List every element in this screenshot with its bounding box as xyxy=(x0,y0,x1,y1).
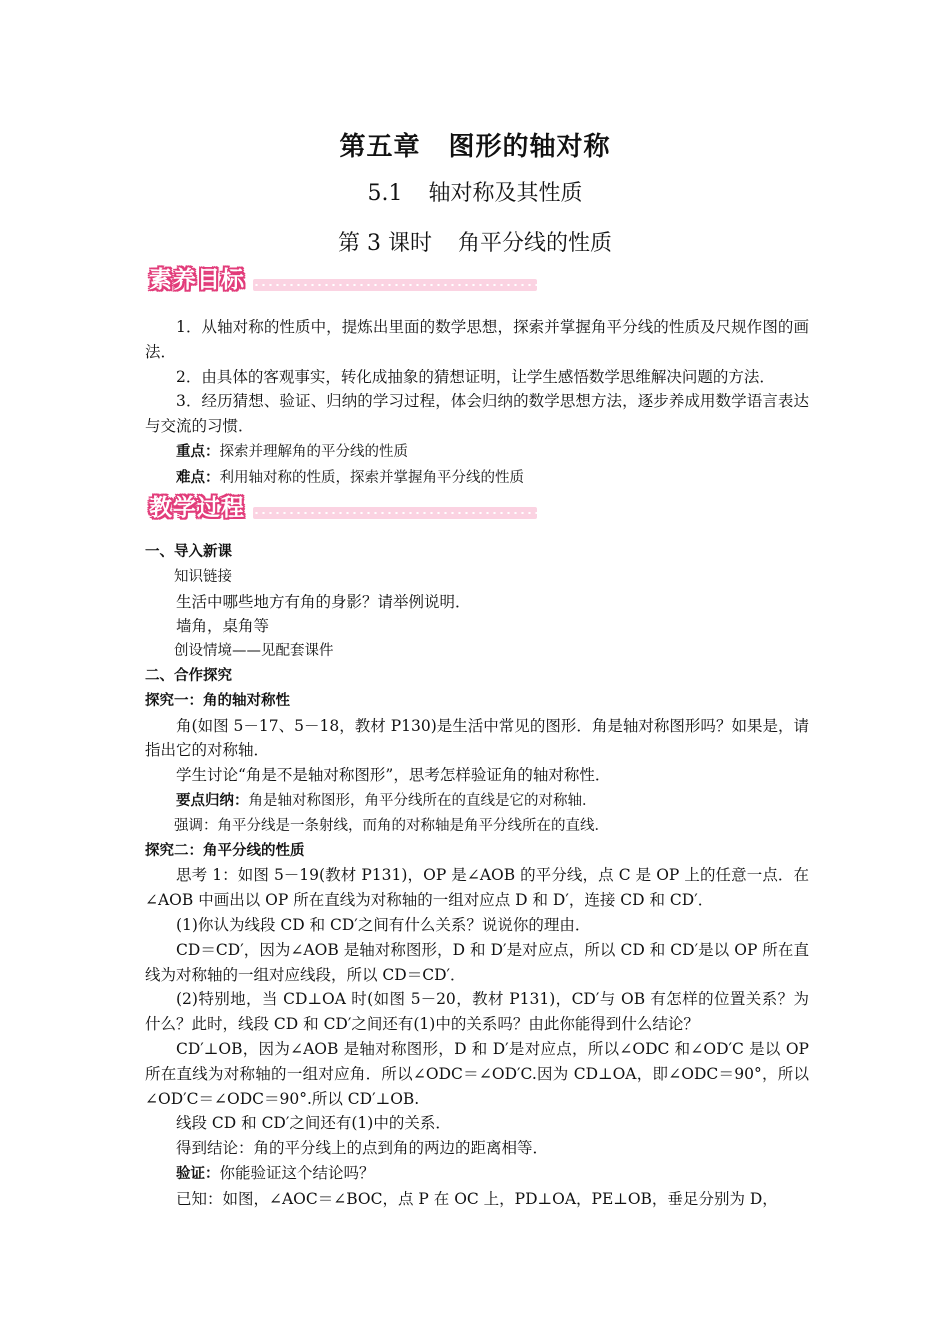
chapter-title xyxy=(0,126,950,163)
explore-1-emphasis: 强调：角平分线是一条射线，而角的对称轴是角平分线所在的直线． xyxy=(174,817,609,834)
summary-label: 要点归纳： xyxy=(176,792,249,809)
banner-bar xyxy=(253,279,537,291)
goals-section xyxy=(145,315,809,491)
think-1: 思考 1：如图 5－19(教材 P131)，OP 是∠AOB 的平分线，点 C 是 OP 上的任意一点．在∠AOB 中画出以 OP 所在直线为对称轴的一组对应点 D 和 D′，连接 CD 和 CD′． xyxy=(145,866,809,910)
section-number: 5.1 xyxy=(367,181,403,206)
intro-answer: 墙角，桌角等 xyxy=(176,617,270,636)
verification xyxy=(145,1161,809,1187)
summary-text: 角是轴对称图形，角平分线所在的直线是它的对称轴． xyxy=(248,792,597,809)
goal-2: 2．由具体的客观事实，转化成抽象的猜想证明，让学生感悟数学思维解决问题的方法． xyxy=(176,367,775,386)
lesson-title xyxy=(0,226,950,257)
process-section xyxy=(145,540,809,1212)
explore-2-title: 探究二：角平分线的性质 xyxy=(145,842,305,859)
heading-intro: 一、导入新课 xyxy=(145,544,232,560)
goal-3: 3．经历猜想、验证、归纳的学习过程，体会归纳的数学思想方法，逐步养成用数学语言表达与交流的习惯． xyxy=(145,392,809,436)
chapter-name: 图形的轴对称 xyxy=(448,132,611,162)
heading-cooperate: 二、合作探究 xyxy=(145,667,232,684)
process-banner-label: 教学过程 xyxy=(149,495,245,521)
banner-bar xyxy=(253,507,537,519)
verification-text: 你能验证这个结论吗？ xyxy=(219,1163,375,1182)
section-title xyxy=(0,176,950,207)
explore-1-title: 探究一：角的轴对称性 xyxy=(145,692,290,709)
explore-1-discussion: 学生讨论“角是不是轴对称图形”，思考怎样验证角的轴对称性． xyxy=(176,766,611,785)
answer-3: 线段 CD 和 CD′之间还有(1)中的关系． xyxy=(176,1114,451,1133)
key-point xyxy=(145,439,809,465)
intro-question: 生活中哪些地方有角的身影？请举例说明． xyxy=(176,592,471,611)
answer-1: CD＝CD′，因为∠AOB 是轴对称图形，D 和 D′是对应点，所以 CD 和 CD′是以 OP 所在直线为对称轴的一组对应线段，所以 CD＝CD′． xyxy=(145,940,809,984)
scenario-note: 创设情境——见配套课件 xyxy=(174,643,334,660)
question-1: (1)你认为线段 CD 和 CD′之间有什么关系？说说你的理由． xyxy=(176,915,591,934)
process-banner xyxy=(145,492,537,528)
difficult-point-text: 利用轴对称的性质，探索并掌握角平分线的性质 xyxy=(219,469,524,486)
difficult-point-label: 难点： xyxy=(176,469,220,486)
key-point-text: 探索并理解角的平分线的性质 xyxy=(219,443,408,460)
lesson-number: 第 3 课时 xyxy=(338,231,432,256)
difficult-point xyxy=(145,465,809,491)
verification-label: 验证： xyxy=(176,1165,220,1182)
goal-1: 1．从轴对称的性质中，提炼出里面的数学思想，探索并掌握角平分线的性质及尺规作图的画法． xyxy=(145,318,809,361)
given-statement: 已知：如图，∠AOC＝∠BOC，点 P 在 OC 上，PD⊥OA，PE⊥OB，垂足分别为 D， xyxy=(176,1189,778,1208)
knowledge-link: 知识链接 xyxy=(174,568,232,585)
explore-1-summary xyxy=(145,788,809,814)
goals-banner xyxy=(145,264,537,300)
question-2: (2)特别地，当 CD⊥OA 时(如图 5－20，教材 P131)，CD′与 OB 有怎样的位置关系？为什么？此时，线段 CD 和 CD′之间还有(1)中的关系吗？由此你能得到什么结论？ xyxy=(145,990,809,1034)
lesson-name: 角平分线的性质 xyxy=(457,231,612,256)
key-point-label: 重点： xyxy=(176,443,220,460)
explore-1-paragraph: 角(如图 5－17、5－18，教材 P130)是生活中常见的图形．角是轴对称图形吗？如果是，请指出它的对称轴． xyxy=(145,716,809,760)
goals-banner-label: 素养目标 xyxy=(149,267,245,293)
conclusion: 得到结论：角的平分线上的点到角的两边的距离相等． xyxy=(176,1139,549,1158)
answer-2: CD′⊥OB，因为∠AOB 是轴对称图形，D 和 D′是对应点，所以∠ODC 和∠OD′C 是以 OP 所在直线为对称轴的一组对应角．所以∠ODC＝∠OD′C.因为 CD⊥OA，即∠ODC＝90°，所以∠OD′C＝∠ODC＝90°.所以 CD′⊥OB. xyxy=(145,1039,809,1108)
chapter-number: 第五章 xyxy=(339,132,421,162)
section-name: 轴对称及其性质 xyxy=(428,181,583,206)
